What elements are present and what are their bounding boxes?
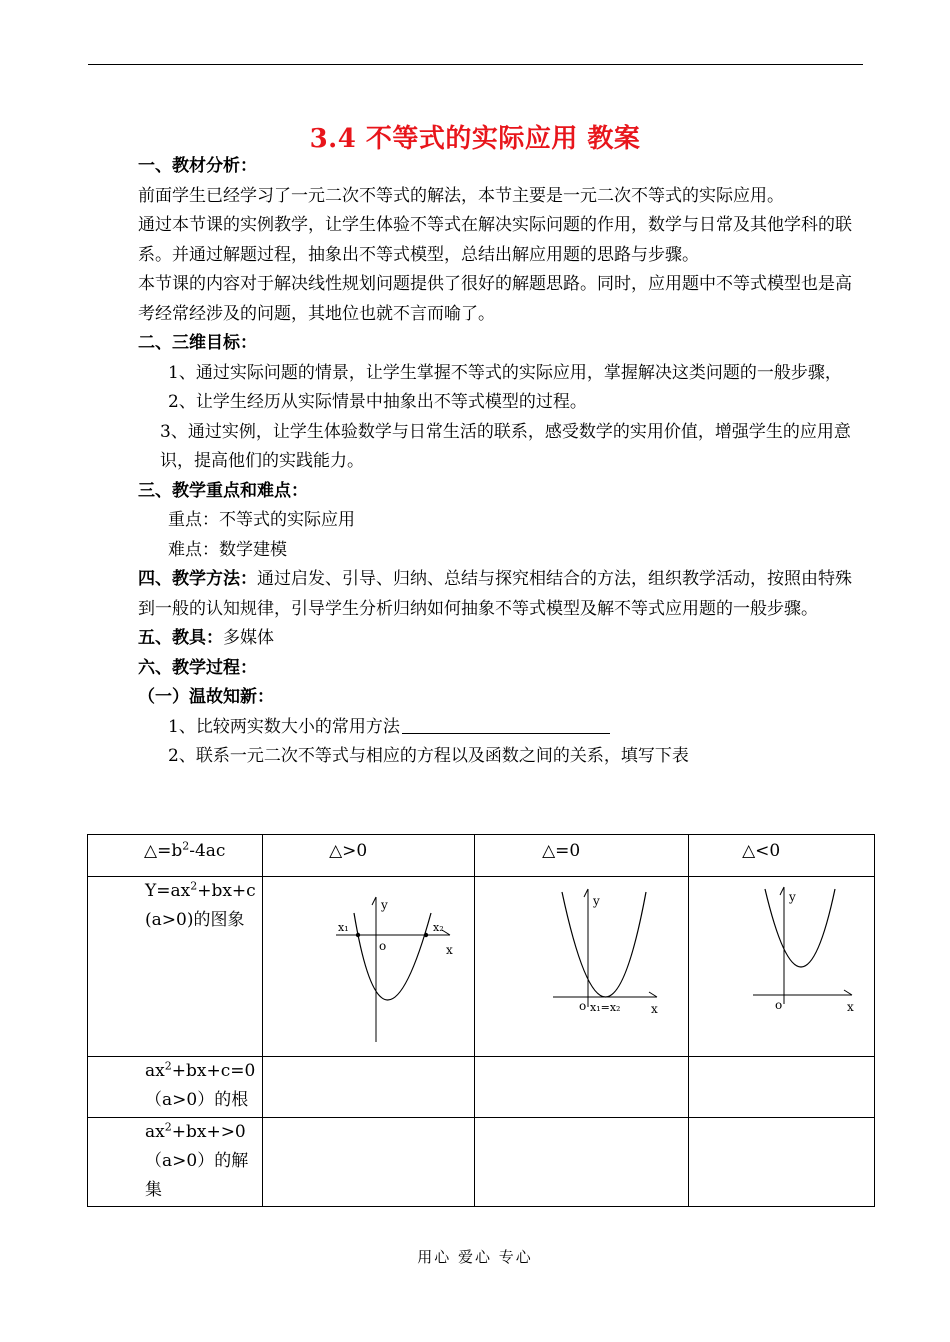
key-point: 重点：不等式的实际应用 bbox=[168, 510, 355, 530]
solution-label-a: ax bbox=[145, 1122, 165, 1142]
parabola-curve bbox=[354, 913, 431, 1000]
x-axis-arrow bbox=[844, 990, 852, 995]
disc-text-a: △=b bbox=[144, 841, 183, 861]
roots-label-c: （a>0）的根 bbox=[145, 1090, 249, 1110]
x-label: x bbox=[846, 1000, 854, 1014]
section-1-paragraph-3: 本节课的内容对于解决线性规划问题提供了很好的解题思路。同时，应用题中不等式模型也是高考经常经涉及的问题，其地位也就不言而喻了。 bbox=[138, 274, 852, 324]
solution-label-c: （a>0）的解集 bbox=[145, 1151, 249, 1200]
parabola-curve bbox=[765, 889, 835, 967]
roots-label-a: ax bbox=[145, 1061, 165, 1081]
review-item-2: 2、联系一元二次不等式与相应的方程以及函数之间的关系，填写下表 bbox=[168, 746, 689, 766]
header-positive-label: △>0 bbox=[329, 841, 368, 861]
solution-label-sup: 2 bbox=[164, 1120, 172, 1134]
fill-in-blank[interactable] bbox=[402, 716, 610, 734]
roots-label-sup: 2 bbox=[164, 1059, 172, 1073]
difficult-point: 难点：数学建模 bbox=[168, 539, 287, 560]
y-axis-arrow bbox=[372, 897, 376, 905]
solution-cell-positive[interactable] bbox=[262, 1118, 474, 1207]
review-item-1-text: 1、比较两实数大小的常用方法 bbox=[168, 716, 400, 737]
roots-cell-zero[interactable] bbox=[474, 1057, 688, 1118]
x-label: x bbox=[650, 1002, 658, 1016]
x-label: x bbox=[445, 943, 453, 957]
goal-item-2: 2、让学生经历从实际情景中抽象出不等式模型的过程。 bbox=[168, 392, 587, 412]
graph-cell-negative bbox=[688, 877, 874, 1057]
double-root-label: x₁=x₂ bbox=[589, 1001, 621, 1014]
row-graph-label bbox=[88, 877, 263, 1057]
goal-item-3: 3、通过实例，让学生体验数学与日常生活的联系，感受数学的实用价值，增强学生的应用意识，提高他们的实践能力。 bbox=[160, 421, 851, 471]
graph-cell-zero bbox=[474, 877, 688, 1057]
table-row-graph bbox=[88, 877, 875, 1057]
row-roots-label bbox=[88, 1057, 263, 1118]
solution-cell-zero[interactable] bbox=[474, 1118, 688, 1207]
relation-table bbox=[87, 834, 875, 1207]
page-title: 3.4 不等式的实际应用 教案 bbox=[309, 124, 641, 154]
goal-item-1: 1、通过实际问题的情景，让学生掌握不等式的实际应用，掌握解决这类问题的一般步骤， bbox=[168, 362, 842, 383]
y-label: y bbox=[788, 890, 796, 904]
y-axis-arrow bbox=[780, 887, 784, 895]
disc-sup: 2 bbox=[182, 839, 190, 853]
header-zero bbox=[474, 835, 688, 877]
x-axis-arrow bbox=[649, 992, 657, 997]
solution-cell-negative[interactable] bbox=[688, 1118, 874, 1207]
graph-label-sup: 2 bbox=[190, 879, 198, 893]
origin-label: o bbox=[578, 999, 586, 1013]
parabola-one-root-graph bbox=[475, 877, 688, 1056]
header-zero-label: △=0 bbox=[542, 841, 581, 861]
header-positive bbox=[262, 835, 474, 877]
section-3-heading: 三、教学重点和难点： bbox=[138, 480, 308, 501]
table-header-row bbox=[88, 835, 875, 877]
graph-label-c: (a>0)的图象 bbox=[145, 910, 245, 930]
row-solution-label bbox=[88, 1118, 263, 1207]
disc-text-b: -4ac bbox=[189, 841, 226, 861]
solution-label-b: +bx+>0 bbox=[171, 1122, 246, 1142]
page-footer: 用心 爱心 专心 bbox=[417, 1248, 533, 1266]
roots-cell-positive[interactable] bbox=[262, 1057, 474, 1118]
table-row-solution bbox=[88, 1118, 875, 1207]
parabola-no-root-graph bbox=[689, 877, 874, 1056]
graph-label-b: +bx+c bbox=[197, 881, 256, 901]
section-5-text: 多媒体 bbox=[223, 628, 274, 648]
header-negative bbox=[688, 835, 874, 877]
parabola-two-roots-graph bbox=[263, 877, 474, 1056]
review-item-1 bbox=[138, 713, 864, 743]
section-5 bbox=[138, 624, 864, 654]
section-1-paragraph-2: 通过本节课的实例教学，让学生体验不等式在解决实际问题的作用，数学与日常及其他学科的联系。并通过解题过程，抽象出不等式模型，总结出解应用题的思路与步骤。 bbox=[138, 215, 852, 265]
section-4-text: 通过启发、引导、归纳、总结与探究相结合的方法，组织教学活动，按照由特殊到一般的认知规律，引导学生分析归纳如何抽象不等式模型及解不等式应用题的一般步骤。 bbox=[138, 569, 852, 619]
y-label: y bbox=[380, 898, 388, 912]
header-negative-label: △<0 bbox=[742, 841, 781, 861]
root-label-1: x₁ bbox=[337, 921, 349, 934]
roots-label-b: +bx+c=0 bbox=[171, 1061, 256, 1081]
graph-cell-positive bbox=[262, 877, 474, 1057]
header-discriminant bbox=[88, 835, 263, 877]
header-rule bbox=[88, 64, 863, 65]
section-1-paragraph-1: 前面学生已经学习了一元二次不等式的解法，本节主要是一元二次不等式的实际应用。 bbox=[138, 185, 784, 206]
root-point-2 bbox=[423, 933, 427, 937]
section-5-heading: 五、教具： bbox=[138, 628, 223, 648]
root-label-2: x₂ bbox=[432, 921, 444, 934]
root-point-1 bbox=[355, 933, 359, 937]
graph-label-a: Y=ax bbox=[145, 881, 191, 901]
section-2-heading: 二、三维目标： bbox=[138, 333, 257, 353]
roots-cell-negative[interactable] bbox=[688, 1057, 874, 1118]
subsection-review: （一）温故知新： bbox=[138, 687, 274, 707]
section-4-heading: 四、教学方法： bbox=[138, 569, 257, 589]
y-label: y bbox=[592, 894, 600, 908]
document-body bbox=[138, 152, 864, 772]
section-4 bbox=[138, 565, 864, 624]
origin-label: o bbox=[378, 939, 386, 953]
origin-label: o bbox=[774, 998, 782, 1012]
table-row-roots bbox=[88, 1057, 875, 1118]
parabola-curve bbox=[562, 892, 646, 997]
y-axis-arrow bbox=[584, 889, 588, 897]
section-6-heading: 六、教学过程： bbox=[138, 657, 257, 678]
section-1-heading: 一、教材分析： bbox=[138, 156, 257, 176]
